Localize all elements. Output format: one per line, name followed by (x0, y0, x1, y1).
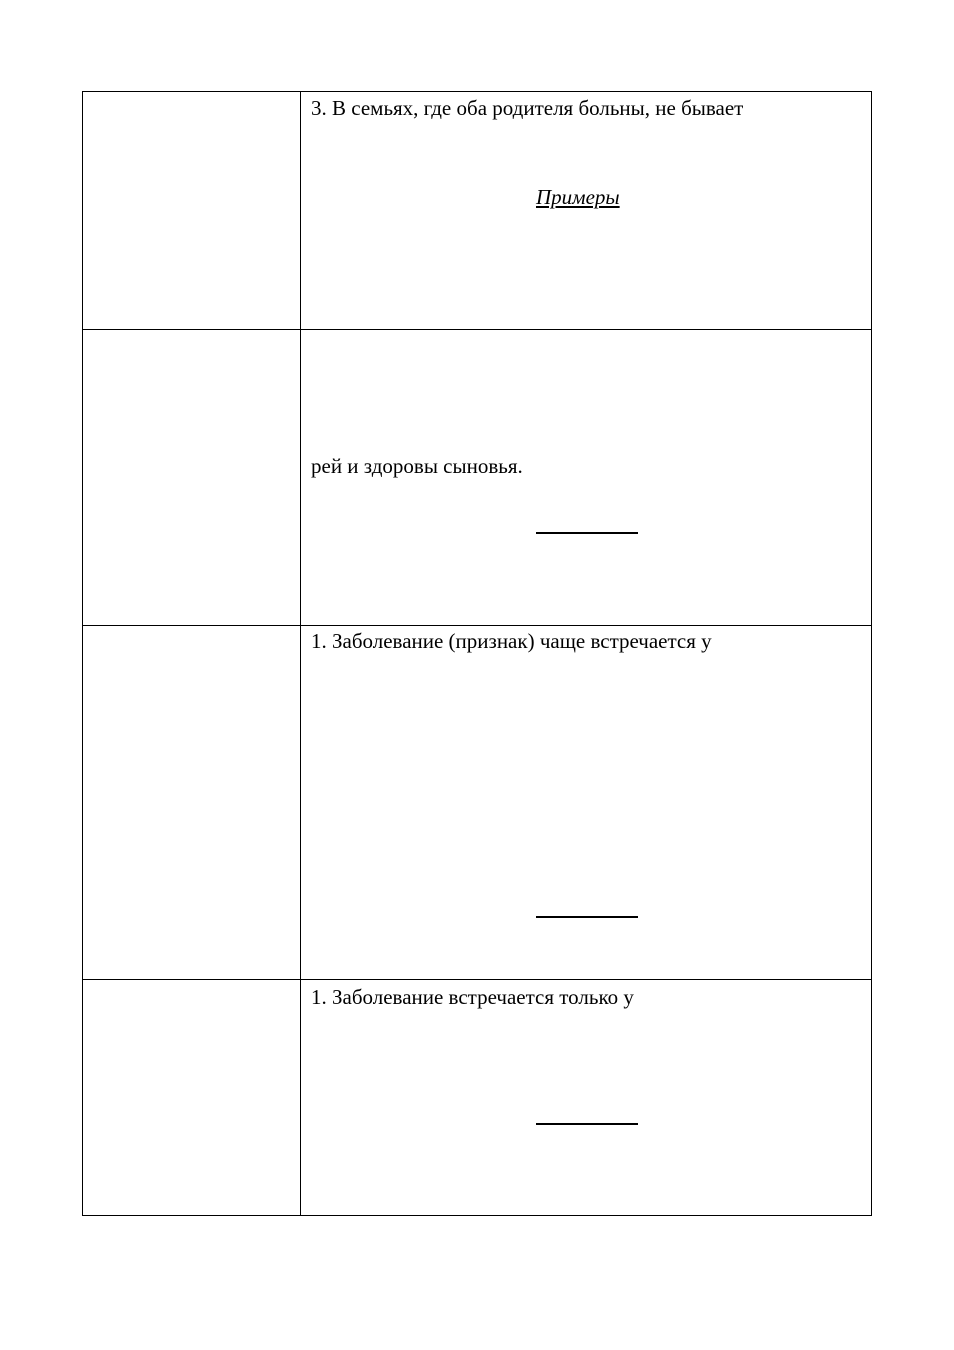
cell-text: рей и здоровы сыновья. (311, 454, 523, 478)
right-cell (302, 626, 871, 979)
left-cell (83, 626, 301, 979)
table-row (83, 625, 871, 979)
right-cell (302, 92, 871, 329)
underline-rule (536, 1123, 638, 1125)
right-cell (302, 980, 871, 1216)
left-cell (83, 330, 301, 625)
cell-text: 1. Заболевание (признак) чаще встречается у (311, 629, 712, 653)
inheritance-table (82, 91, 872, 1216)
left-cell (83, 92, 301, 329)
table-row (83, 92, 871, 329)
cell-text: 1. Заболевание встречается только у (311, 985, 634, 1009)
table-row (83, 979, 871, 1216)
right-cell (302, 330, 871, 625)
underline-rule (536, 916, 638, 918)
examples-heading: Примеры (536, 185, 620, 209)
left-cell (83, 980, 301, 1216)
underline-rule (536, 532, 638, 534)
table-row (83, 329, 871, 625)
cell-text: 3. В семьях, где оба родителя больны, не бывает (311, 96, 744, 120)
